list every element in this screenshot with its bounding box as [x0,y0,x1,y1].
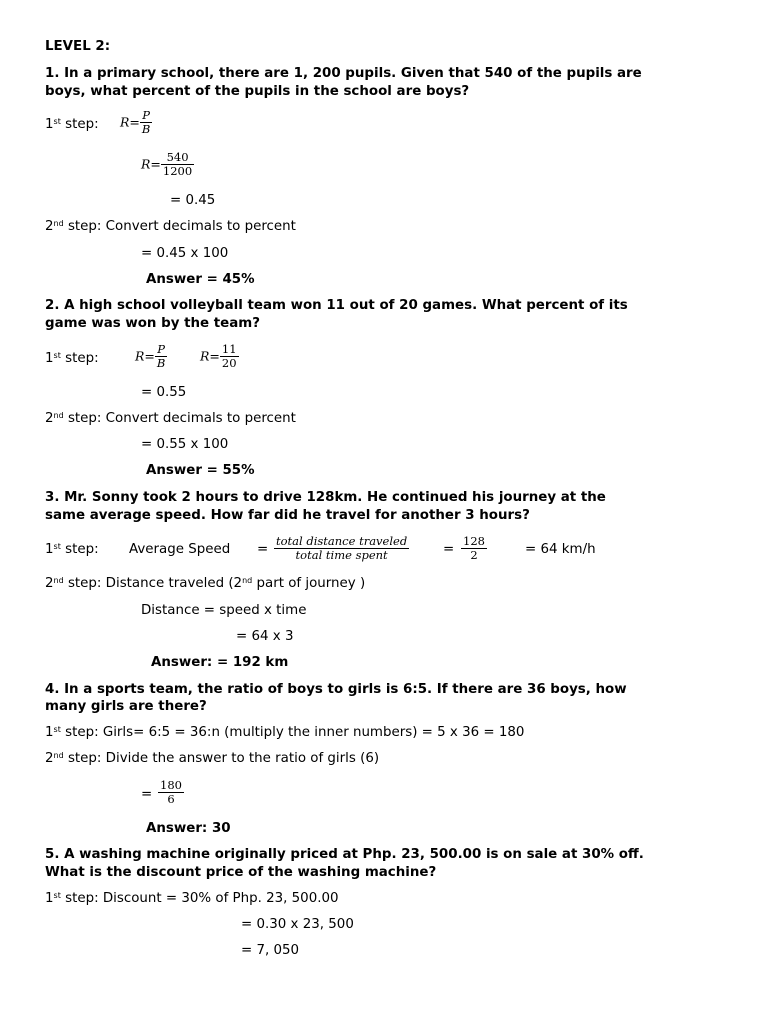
q1-step2-label: 2nd step: Convert decimals to percent [45,219,296,234]
q4-step1-label: 1st step: Girls= 6:5 = 36:n (multiply the inner numbers) = 5 x 36 = 180 [45,725,525,740]
q3-answer: Answer: = 192 km [151,655,289,670]
q3-text-line2: same average speed. How far did he travel for another 3 hours? [45,508,530,523]
q1-result: = 0.45 [170,193,216,208]
q3-value-fraction: $\frac{128}{2}$ [463,534,485,562]
q5-text-line1: 5. A washing machine originally priced at Php. 23, 500.00 is on sale at 30% off. [45,847,644,862]
q3-equals-2: = [443,542,455,557]
q5-calc2: = 7, 050 [241,943,300,958]
q3-speed-fraction: $\frac{\text{total distance traveled}}{\text{total time spent}}$ [276,534,408,562]
q3-distance-formula: Distance = speed x time [141,603,307,618]
q3-text-line1: 3. Mr. Sonny took 2 hours to drive 128km. He continued his journey at the [45,490,606,505]
q1-calc: = 0.45 x 100 [141,246,229,261]
q4-equals: = [141,787,153,802]
q2-step1-label: 1st step: [45,351,99,366]
q5-text-line2: What is the discount price of the washing machine? [45,865,437,880]
q1-step1-label: 1st step: [45,117,99,132]
q2-step2-label: 2nd step: Convert decimals to percent [45,411,296,426]
q3-average-speed-label: Average Speed [129,542,231,557]
q4-answer: Answer: 30 [146,821,231,836]
q3-equals-1: = [257,542,269,557]
q2-text-line2: game was won by the team? [45,316,261,331]
q1-formula: R= $\frac{P}{B}$ [120,108,151,136]
q5-calc1: = 0.30 x 23, 500 [241,917,354,932]
q1-substitution: R= $\frac{540}{1200}$ [141,150,193,178]
q3-step1-label: 1st step: [45,542,99,557]
q1-answer: Answer = 45% [146,272,255,287]
q4-text-line1: 4. In a sports team, the ratio of boys to girls is 6:5. If there are 36 boys, how [45,682,627,697]
q2-formula: R= $\frac{P}{B}$ [135,342,166,370]
level-heading: LEVEL 2: [45,39,111,54]
q4-step2-label: 2nd step: Divide the answer to the ratio of girls (6) [45,751,380,766]
q2-calc: = 0.55 x 100 [141,437,229,452]
q5-step1-label: 1st step: Discount = 30% of Php. 23, 500.00 [45,891,339,906]
q2-answer: Answer = 55% [146,463,255,478]
q2-result: = 0.55 [141,385,187,400]
q4-text-line2: many girls are there? [45,699,207,714]
q2-text-line1: 2. A high school volleyball team won 11 out of 20 games. What percent of its [45,298,628,313]
q3-distance-calc: = 64 x 3 [236,629,294,644]
q2-substitution: R= $\frac{11}{20}$ [200,342,237,370]
q3-step2-label: 2nd step: Distance traveled (2nd part of journey ) [45,576,366,591]
q1-text-line2: boys, what percent of the pupils in the school are boys? [45,84,470,99]
q4-fraction: $\frac{180}{6}$ [160,778,182,806]
q3-speed-result: = 64 km/h [525,542,596,557]
q1-text-line1: 1. In a primary school, there are 1, 200 pupils. Given that 540 of the pupils are [45,66,642,81]
